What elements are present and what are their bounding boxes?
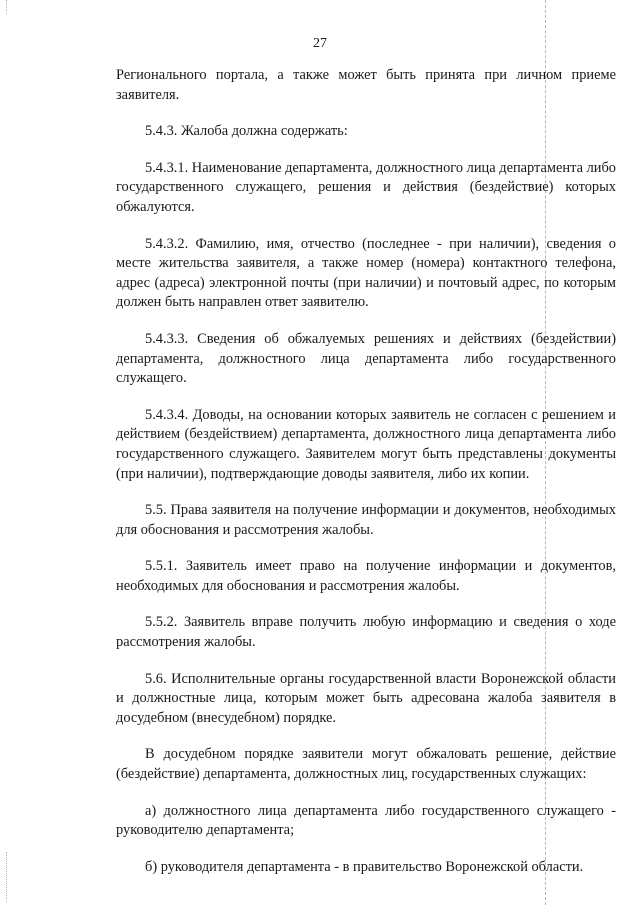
paragraph-pre-trial-appeal: В досудебном порядке заявители могут обжаловать решение, действие (бездействие) департамента, должностных лиц, государственных служащих:: [116, 746, 616, 783]
paragraph-5-5-2: 5.5.2. Заявитель вправе получить любую информацию и сведения о ходе рассмотрения жалобы.: [116, 614, 616, 651]
page-number: 27: [313, 36, 327, 51]
list-item-b: б) руководителя департамента - в правительство Воронежской области.: [145, 858, 584, 875]
paragraph-5-5-1: 5.5.1. Заявитель имеет право на получение информации и документов, необходимых для обоснования и рассмотрения жалобы.: [116, 558, 616, 594]
paragraph-5-4-3: 5.4.3. Жалоба должна содержать:: [145, 123, 348, 140]
document-body: [116, 66, 616, 894]
paragraph-5-4-3-1: 5.4.3.1. Наименование департамента, должностного лица департамента либо государственного служащего, решения и действия (бездействие) которых обжалуются.: [116, 159, 616, 215]
scan-edge-mark-top: [6, 0, 7, 14]
paragraph-5-4-3-4: 5.4.3.4. Доводы, на основании которых заявитель не согласен с решением и действием (бездействием) департамента, должностного лица департамента либо государственного служащего. Заявителем могут быть представлены документы (при наличии), подтверждающие доводы заявителя, либо их копии.: [116, 406, 616, 482]
paragraph-5-4-3-3: 5.4.3.3. Сведения об обжалуемых решениях и действиях (бездействии) департамента, должностного лица департамента либо государственного служащего.: [116, 330, 616, 387]
paragraph-continuation: Регионального портала, а также может быть принята при личном приеме заявителя.: [116, 67, 616, 103]
paragraph-5-5: 5.5. Права заявителя на получение информации и документов, необходимых для обоснования и рассмотрения жалобы.: [116, 502, 616, 538]
scan-edge-mark-bottom: [6, 852, 7, 902]
paragraph-5-6: 5.6. Исполнительные органы государственной власти Воронежской области и должностные лица, которым может быть адресована жалоба заявителя в досудебном (внесудебном) порядке.: [116, 670, 616, 726]
list-item-a: а) должностного лица департамента либо государственного служащего - руководителю департамента;: [116, 802, 616, 839]
paragraph-5-4-3-2: 5.4.3.2. Фамилию, имя, отчество (последнее - при наличии), сведения о месте жительства заявителя, а также номер (номера) контактного телефона, адрес (адреса) электронной почты (при наличии) и почтовый адрес, по которым должен быть направлен ответ заявителю.: [116, 235, 616, 311]
